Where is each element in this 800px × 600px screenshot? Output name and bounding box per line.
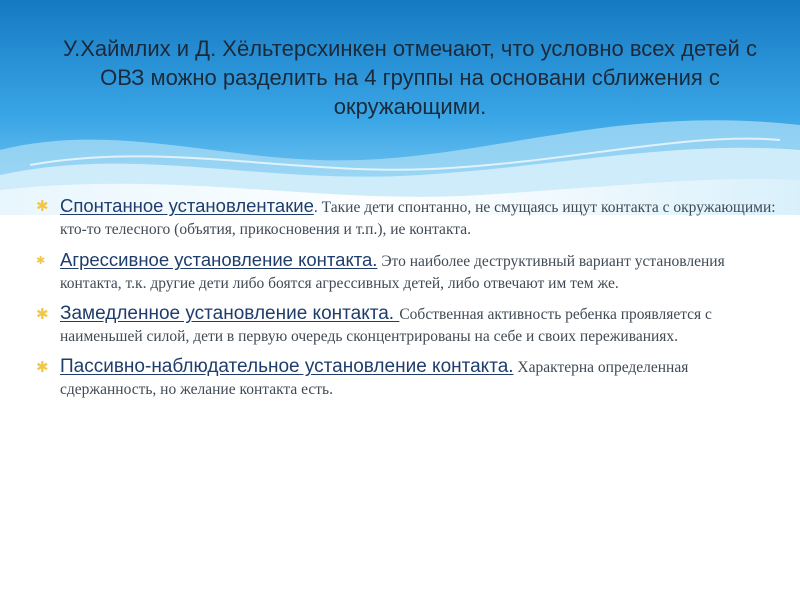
bullet-text: Характерна определенная сдержанность, но желание контакта есть. (60, 359, 689, 398)
slide-title: У.Хаймлих и Д. Хёльтерсхинкен отмечают, что условно всех детей с ОВЗ можно разделить на 4 группы на основани сближения с окружающими. (63, 36, 757, 119)
star-bullet-icon: ✱ (36, 358, 49, 376)
bullet-text: Собственная активность ребенка проявляется с наименьшей силой, дети в первую очередь сконцентрированы на себе и своих переживаниях. (60, 306, 712, 345)
list-item (36, 249, 776, 295)
list-item (36, 195, 776, 241)
star-bullet-icon: ✱ (36, 305, 49, 323)
bullet-heading: Замедленное установление контакта. (60, 303, 400, 324)
bullet-text: Это наиболее деструктивный вариант установления контакта, т.к. другие дети либо боятся агрессивных детей, либо отвечают им тем же. (60, 253, 725, 292)
bullet-list (36, 195, 776, 409)
bullet-heading: Пассивно-наблюдательное установление контакта. (60, 356, 514, 377)
list-item (36, 303, 776, 348)
star-bullet-icon: ✱ (36, 254, 46, 267)
list-item (36, 356, 776, 401)
bullet-heading: Агрессивное установление контакта. (60, 249, 378, 270)
bullet-text: . Такие дети спонтанно, не смущаясь ищут контакта с окружающими: кто-то телесного (объятия, прикосновения и т.п.), ие контакта. (60, 199, 776, 238)
star-bullet-icon: ✱ (36, 197, 49, 215)
bullet-heading: Спонтанное установлентакие (60, 195, 314, 216)
